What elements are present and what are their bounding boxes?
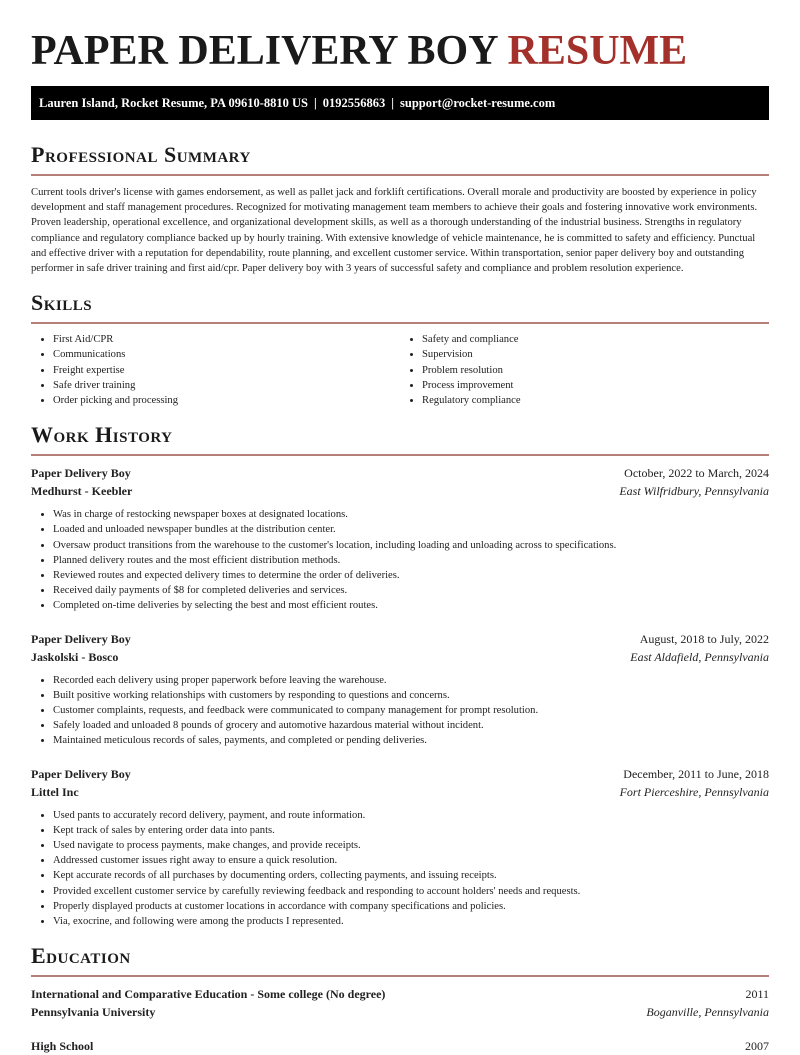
education-entry (31, 1037, 769, 1055)
contact-address: Lauren Island, Rocket Resume, PA 09610-8810 US (39, 96, 308, 110)
job-bullet: • Was in charge of restocking newspaper boxes at designated locations. (53, 507, 769, 522)
job-bullet: • Customer complaints, requests, and feedback were communicated to company management for prompt resolution. (53, 703, 769, 718)
education-heading: Education (31, 943, 131, 969)
job-dates: August, 2018 to July, 2022 (639, 631, 769, 646)
job-bullet: • Safely loaded and unloaded 8 pounds of grocery and automotive hazardous material without incident. (53, 718, 769, 733)
education-location: Boganville, Pennsylvania (646, 1005, 769, 1020)
job-header-row (31, 464, 769, 482)
job-bullet: • Recorded each delivery using proper paperwork before leaving the warehouse. (53, 673, 769, 688)
job-company-row (31, 482, 769, 500)
skills-list-right (400, 332, 769, 408)
job-bullet: • Kept accurate records of all purchases by documenting orders, collecting payments, and issuing receipts. (53, 868, 769, 883)
job-location: Fort Pierceshire, Pennsylvania (619, 784, 769, 799)
job-company-row (31, 648, 769, 666)
job-bullet: • Properly displayed products at customer locations in accordance with company specifications and policies. (53, 899, 769, 914)
title-accent: RESUME (507, 28, 688, 74)
skill-item: • Communications (53, 347, 400, 362)
summary-heading: Professional Summary (31, 142, 251, 167)
job-bullet: • Kept track of sales by entering order data into pants. (53, 823, 769, 838)
job-location: East Wilfridbury, Pennsylvania (619, 484, 769, 499)
job-bullets (31, 673, 769, 749)
job-bullet: • Maintained meticulous records of sales, payments, and completed or pending deliveries. (53, 733, 769, 748)
skill-item: • Process improvement (422, 378, 769, 393)
skill-item: • Supervision (422, 347, 769, 362)
contact-phone[interactable]: 0192556863 (322, 96, 386, 110)
education-degree: High School (31, 1039, 94, 1054)
section-divider (31, 454, 769, 456)
job-title: Paper Delivery Boy (31, 466, 131, 481)
job-bullet: • Oversaw product transitions from the warehouse to the customer's location, including loading and unloading across to specifications. (53, 538, 769, 553)
job-bullet: • Provided excellent customer service by carefully reviewing feedback and responding to account holders' needs and requests. (53, 884, 769, 899)
section-divider (31, 322, 769, 324)
job-bullet: • Planned delivery routes and the most efficient distribution methods. (53, 553, 769, 568)
job-bullet: • Addressed customer issues right away to ensure a quick resolution. (53, 853, 769, 868)
resume-title (31, 0, 769, 86)
job-bullet: • Via, exocrine, and following were among the products I represented. (53, 914, 769, 929)
job-bullet: • Built positive working relationships with customers by responding to questions and concerns. (53, 688, 769, 703)
job-title: Paper Delivery Boy (31, 631, 131, 646)
section-divider (31, 975, 769, 977)
job-company: Jaskolski - Bosco (31, 649, 119, 664)
job-dates: December, 2011 to June, 2018 (623, 766, 769, 781)
education-school-row (31, 1003, 769, 1021)
education-header-row (31, 985, 769, 1003)
job-header-row (31, 765, 769, 783)
job-title: Paper Delivery Boy (31, 766, 131, 781)
job-bullet: • Reviewed routes and expected delivery times to determine the order of deliveries. (53, 568, 769, 583)
job-bullets (31, 507, 769, 613)
job-bullet: • Received daily payments of $8 for completed deliveries and services. (53, 583, 769, 598)
job-entry (31, 464, 769, 613)
section-divider (31, 174, 769, 176)
skill-item: • Safety and compliance (422, 332, 769, 347)
contact-bar (31, 86, 769, 120)
skills-section (31, 290, 769, 408)
summary-section (31, 142, 769, 276)
skills-list-left (31, 332, 400, 408)
skill-item: • Safe driver training (53, 378, 400, 393)
job-company-row (31, 783, 769, 801)
job-company: Medhurst - Keebler (31, 484, 133, 499)
education-year: 2011 (745, 987, 769, 1002)
job-header-row (31, 630, 769, 648)
title-main: PAPER DELIVERY BOY (31, 28, 497, 74)
education-school: Pennsylvania University (31, 1005, 156, 1020)
job-bullet: • Completed on-time deliveries by selecting the best and most efficient routes. (53, 598, 769, 613)
skills-heading: Skills (31, 290, 93, 316)
job-dates: October, 2022 to March, 2024 (624, 466, 769, 481)
education-section (31, 943, 769, 1055)
work-section (31, 422, 769, 929)
job-entry (31, 765, 769, 930)
contact-separator: | (391, 96, 395, 110)
education-entry (31, 985, 769, 1021)
education-year: 2007 (745, 1039, 769, 1054)
skill-item: • Freight expertise (53, 363, 400, 378)
skill-item: • Order picking and processing (53, 393, 400, 408)
job-company: Littel Inc (31, 784, 79, 799)
skill-item: • Regulatory compliance (422, 393, 769, 408)
job-location: East Aldafield, Pennsylvania (630, 649, 769, 664)
contact-separator: | (314, 96, 317, 110)
skill-item: • First Aid/CPR (53, 332, 400, 347)
contact-email[interactable]: support@rocket-resume.com (400, 96, 556, 110)
summary-text: Current tools driver's license with games endorsement, as well as pallet jack and forklift certifications. Overall morale and productivity are boosted by experience in policy development and staff management procedures. Recognized for motivating management team members to achieve their goals and fostering innovative work environments. Proven leadership, operational excellence, and organizational development skills, as well as a thorough understanding of the industrial business. Strengths in regulatory compliance and regulatory compliance backed up by hourly training. With extensive knowledge of vehicle maintenance, he is committed to safety and efficiency. Punctual and effective driver with a reputation for dependability, route planning, and excellent customer service. Within transportation, senior paper delivery boy and outstanding performer in safe driver training and first aid/cpr. Paper delivery boy with 3 years of successful safety and compliance and problem resolution experience. (31, 187, 758, 275)
skills-columns (31, 332, 769, 408)
education-degree: International and Comparative Education - Some college (No degree) (31, 987, 386, 1002)
education-header-row (31, 1037, 769, 1055)
job-bullets (31, 808, 769, 930)
skill-item: • Problem resolution (422, 363, 769, 378)
job-entry (31, 630, 769, 749)
job-bullet: • Used navigate to process payments, make changes, and provide receipts. (53, 838, 769, 853)
job-bullet: • Used pants to accurately record delivery, payment, and route information. (53, 808, 769, 823)
work-heading: Work History (31, 422, 173, 448)
job-bullet: • Loaded and unloaded newspaper bundles at the distribution center. (53, 522, 769, 537)
